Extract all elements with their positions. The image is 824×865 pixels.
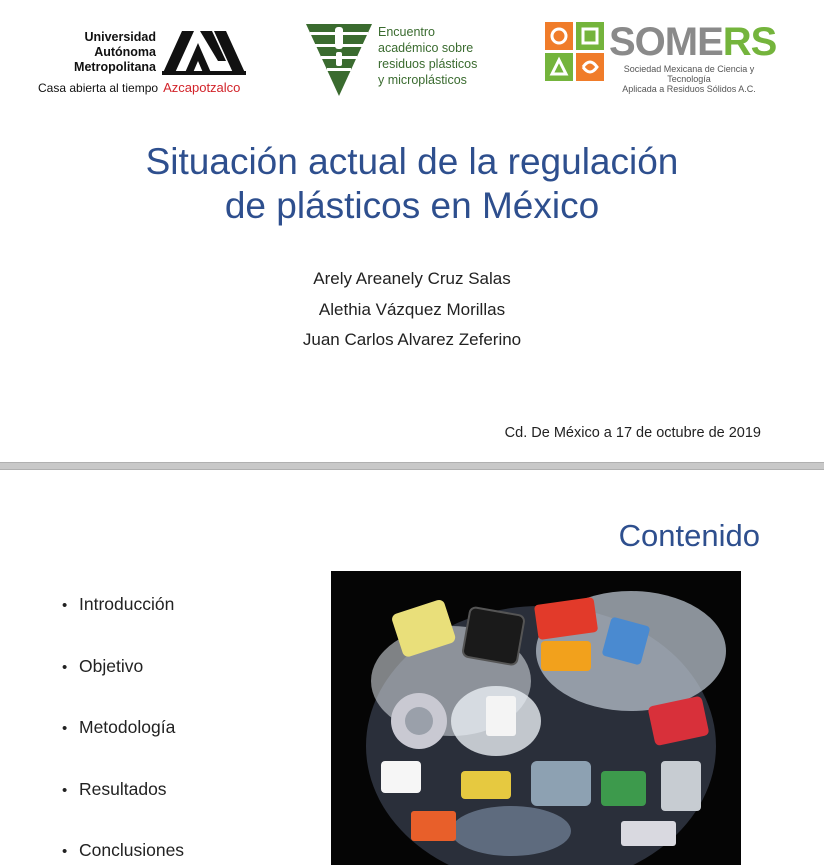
uam-campus: Azcapotzalco xyxy=(163,80,241,95)
contents-heading: Contenido xyxy=(618,518,760,553)
encuentro-name-line: residuos plásticos xyxy=(378,57,478,71)
uam-name-line: Metropolitana xyxy=(74,60,156,74)
somers-name-part: RS xyxy=(722,20,777,64)
encuentro-name-line: Encuentro xyxy=(378,25,435,39)
contents-item: • Objetivo xyxy=(62,654,184,716)
contents-item: • Metodología xyxy=(62,715,184,777)
uam-tagline xyxy=(38,80,240,95)
contents-item: • Conclusiones xyxy=(62,838,184,865)
encuentro-logo xyxy=(306,24,486,96)
uam-name-line: Universidad xyxy=(84,30,156,44)
somers-name xyxy=(609,20,776,64)
presentation-date: Cd. De México a 17 de octubre de 2019 xyxy=(504,425,761,441)
author-list xyxy=(0,264,824,356)
uam-logo xyxy=(38,30,248,98)
author-name: Juan Carlos Alvarez Zeferino xyxy=(302,330,522,349)
author-name: Arely Areanely Cruz Salas xyxy=(313,269,511,288)
encuentro-logo-icon xyxy=(306,24,372,96)
somers-subtitle-line: Aplicada a Residuos Sólidos A.C. xyxy=(622,84,756,94)
encuentro-name-line: y microplásticos xyxy=(378,73,467,87)
slide-title xyxy=(0,140,824,228)
encuentro-name-line: académico sobre xyxy=(378,41,474,55)
somers-subtitle xyxy=(609,64,769,94)
somers-name-part: SOME xyxy=(609,20,723,64)
uam-tagline-text: Casa abierta al tiempo xyxy=(38,81,159,95)
uam-logo-icon xyxy=(162,31,246,75)
somers-subtitle-line: Sociedad Mexicana de Ciencia y Tecnología xyxy=(623,64,755,84)
somers-logo-icon xyxy=(545,22,605,84)
contents-item: • Resultados xyxy=(62,777,184,839)
slide-title-line: Situación actual de la regulación xyxy=(145,141,679,182)
plastic-waste-illustration xyxy=(331,571,741,865)
uam-name xyxy=(38,30,156,75)
encuentro-name xyxy=(378,24,477,88)
author-name: Alethia Vázquez Morillas xyxy=(318,299,506,319)
contents-item: • Introducción xyxy=(62,592,184,654)
somers-logo xyxy=(545,20,777,94)
contents-slide xyxy=(0,469,824,865)
plastic-waste-photo xyxy=(331,571,741,865)
slide-title-line: de plásticos en México xyxy=(224,185,600,226)
contents-list xyxy=(62,592,184,865)
uam-name-line: Autónoma xyxy=(94,45,156,59)
